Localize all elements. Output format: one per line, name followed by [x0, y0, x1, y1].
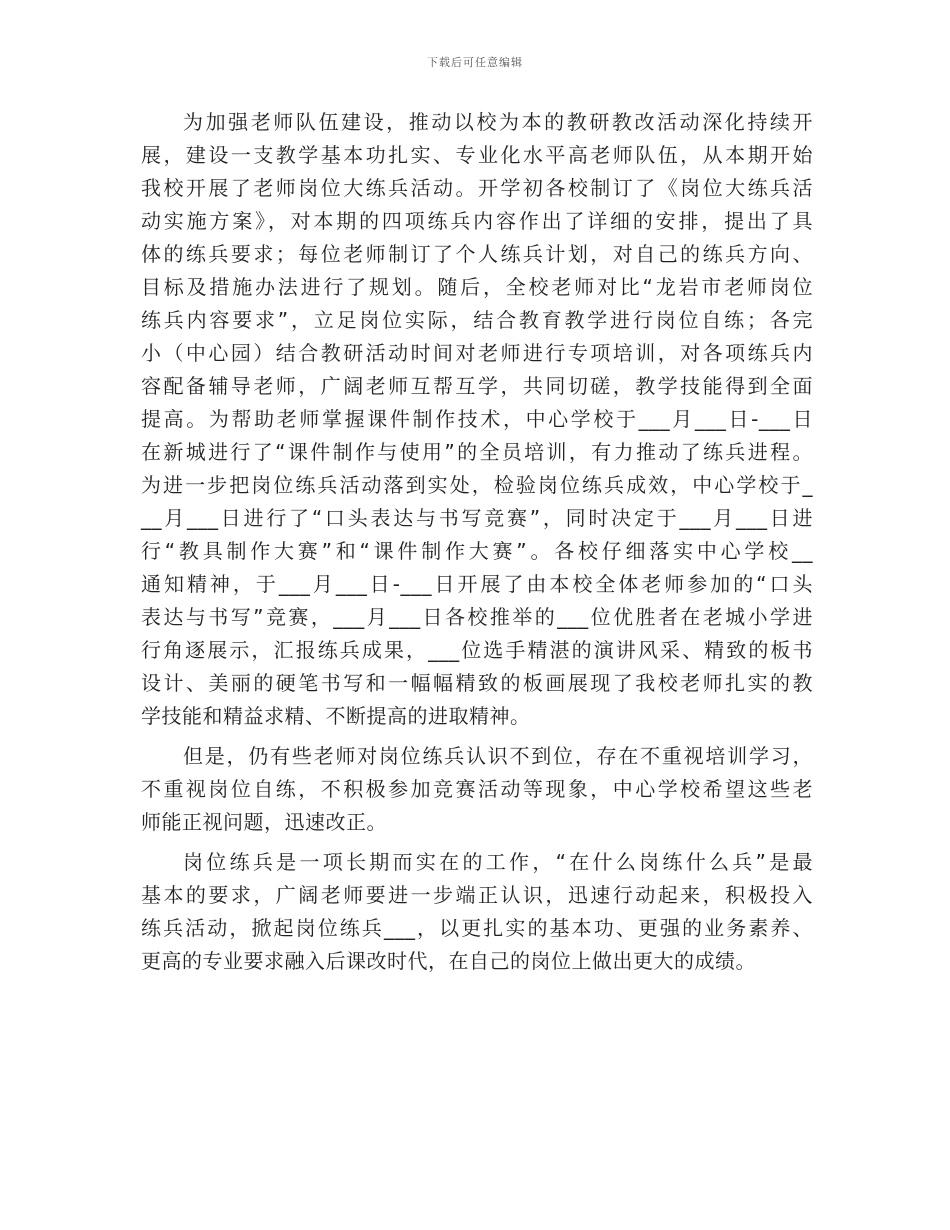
paragraph-spacing: [141, 839, 813, 846]
paragraph-3: [141, 846, 813, 978]
text-line: 为加强老师队伍建设，推动以校为本的教研教改活动深化持续开: [183, 110, 813, 134]
document-body: [141, 106, 813, 978]
text-line: 岗位练兵是一项长期而实在的工作，“在什么岗练什么兵”是最: [183, 850, 813, 874]
text-line: 行“教具制作大赛”和“课件制作大赛”。各校仔细落实中心学校__: [141, 539, 813, 563]
page-header-note: 下载后可任意编辑: [427, 56, 523, 69]
text-line: 展，建设一支教学基本功扎实、专业化水平高老师队伍，从本期开始: [141, 143, 813, 167]
text-line: 表达与书写”竞赛，___月___日各校推举的___位优胜者在老城小学进: [141, 605, 813, 629]
text-line: 更高的专业要求融入后课改时代，在自己的岗位上做出更大的成绩。: [141, 949, 756, 973]
text-line: 基本的要求，广阔老师要进一步端正认识，迅速行动起来，积极投入: [141, 883, 813, 907]
text-line: 练兵活动，掀起岗位练兵___，以更扎实的基本功、更强的业务素养、: [141, 916, 813, 940]
text-line: 通知精神，于___月___日-___日开展了由本校全体老师参加的“口头: [141, 572, 813, 596]
paragraph-2: [141, 740, 813, 839]
text-line: 练兵内容要求”，立足岗位实际，结合教育教学进行岗位自练；各完: [141, 308, 813, 332]
text-line: 提高。为帮助老师掌握课件制作技术，中心学校于___月___日-___日: [141, 407, 813, 431]
text-line: 我校开展了老师岗位大练兵活动。开学初各校制订了《岗位大练兵活: [141, 176, 813, 200]
text-line: 不重视岗位自练，不积极参加竞赛活动等现象，中心学校希望这些老: [141, 777, 813, 801]
text-line: 目标及措施办法进行了规划。随后，全校老师对比“龙岩市老师岗位: [141, 275, 813, 299]
text-line: 学技能和精益求精、不断提高的进取精神。: [141, 704, 531, 728]
text-line: 在新城进行了“课件制作与使用”的全员培训，有力推动了练兵进程。: [141, 440, 813, 464]
text-line: 行角逐展示，汇报练兵成果，___位选手精湛的演讲风采、精致的板书: [141, 638, 813, 662]
text-line: 但是，仍有些老师对岗位练兵认识不到位，存在不重视培训学习，: [183, 744, 813, 768]
paragraph-1: [141, 106, 813, 733]
text-line: 师能正视问题，迅速改正。: [141, 810, 387, 834]
text-line: 设计、美丽的硬笔书写和一幅幅精致的板画展现了我校老师扎实的教: [141, 671, 813, 695]
text-line: 动实施方案》，对本期的四项练兵内容作出了详细的安排，提出了具: [141, 209, 813, 233]
text-line: 为进一步把岗位练兵活动落到实处，检验岗位练兵成效，中心学校于_: [141, 473, 813, 497]
text-line: 容配备辅导老师，广阔老师互帮互学，共同切磋，教学技能得到全面: [141, 374, 813, 398]
text-line: 小（中心园）结合教研活动时间对老师进行专项培训，对各项练兵内: [141, 341, 813, 365]
text-line: __月___日进行了“口头表达与书写竞赛”，同时决定于___月___日进: [141, 506, 813, 530]
paragraph-spacing: [141, 733, 813, 740]
text-line: 体的练兵要求；每位老师制订了个人练兵计划，对自己的练兵方向、: [141, 242, 813, 266]
